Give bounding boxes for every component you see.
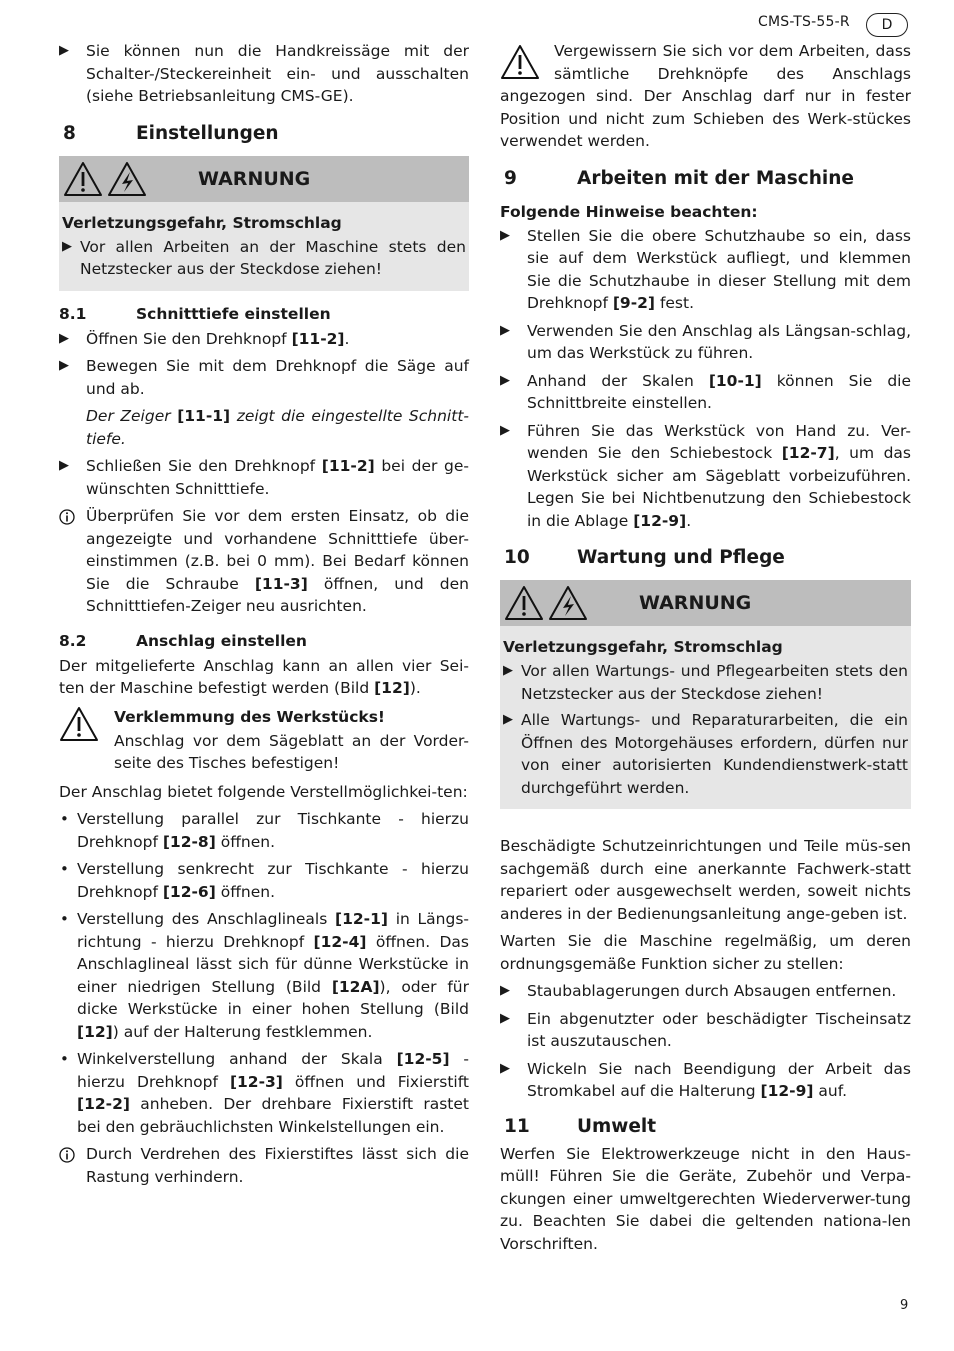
paragraph: Der mitgelieferte Anschlag kann an allen vier Sei-ten der Maschine befestigt werden (Bild [12]). bbox=[59, 656, 469, 697]
caution-text: Anschlag vor dem Sägeblatt an der Vorder-seite des Tisches befestigen! bbox=[114, 731, 469, 772]
warning-triangle-icon bbox=[59, 706, 99, 742]
list-item: ▶ Sie können nun die Handkreissäge mit der Schalter-/Steckereinheit ein- und ausschalten (siehe Betriebsanleitung CMS-GE). bbox=[59, 42, 469, 105]
bullet-dot-icon: • bbox=[60, 1050, 69, 1068]
paragraph: Werfen Sie Elektrowerkzeuge nicht in den Haus-müll! Führen Sie die Geräte, Zubehör und Verpa-ckungen einer umweltgerechten Wiederverwer-tung zu. Beachten Sie dabei die geltenden nationa-len Vorschriften. bbox=[500, 1144, 911, 1253]
bullet-dot-icon: • bbox=[60, 910, 69, 928]
warning-bar bbox=[59, 156, 469, 202]
triangle-bullet-icon: ▶ bbox=[59, 330, 69, 346]
pointer-note: Der Zeiger [11-1] zeigt die eingestellte Schnitt-tiefe. bbox=[86, 407, 469, 448]
warning-item: ▶ Vor allen Arbeiten an der Maschine stets den Netzstecker aus der Steckdose ziehen! bbox=[62, 237, 466, 278]
list-item: ▶ Ein abgenutzter oder beschädigter Tischeinsatz ist auszutauschen. bbox=[500, 1009, 911, 1050]
electric-shock-icon bbox=[548, 585, 588, 621]
list-item: ▶ Schließen Sie den Drehknopf [11-2] bei der ge-wünschten Schnitttiefe. bbox=[59, 457, 469, 498]
list-item: ▶ Wickeln Sie nach Beendigung der Arbeit das Stromkabel auf die Halterung [12-9] auf. bbox=[500, 1059, 911, 1100]
list-item: • Verstellung des Anschlaglineals [12-1] in Längs-richtung - hierzu Drehknopf [12-4] öffnen. Das Anschlaglineal lässt sich für dünne Werkstücke in einer niedrigen Stellung (Bild [12A]), oder für dicke Werkstücke in einer hohen Stellung (Bild [12]) auf der Halterung festklemmen. bbox=[60, 910, 470, 1041]
paragraph: Beschädigte Schutzeinrichtungen und Teile müs-sen sachgemäß durch eine anerkannte Fachwerk-statt repariert oder ausgewechselt werden, soweit nichts anderes in der Bedienungsanleitung ange-geben ist. bbox=[500, 837, 911, 923]
triangle-bullet-icon: ▶ bbox=[500, 372, 510, 388]
section-heading-8-2: 8.2 Anschlag einstellen bbox=[59, 631, 307, 650]
triangle-bullet-icon: ▶ bbox=[59, 358, 69, 373]
list-item: • Verstellung senkrecht zur Tischkante - hierzu Drehknopf [12-6] öffnen. bbox=[60, 860, 469, 901]
warning-triangle-icon bbox=[504, 585, 544, 621]
triangle-bullet-icon: ▶ bbox=[59, 43, 69, 58]
caution-title: Verklemmung des Werkstücks! bbox=[114, 707, 386, 726]
list-item: • Verstellung parallel zur Tischkante - hierzu Drehknopf [12-8] öffnen. bbox=[60, 810, 469, 851]
left-column bbox=[59, 40, 469, 1193]
section-heading-8-1: 8.1 Schnitttiefe einstellen bbox=[59, 304, 331, 323]
warning-bar bbox=[500, 580, 911, 626]
triangle-bullet-icon: ▶ bbox=[503, 712, 513, 727]
list-item: ▶ Bewegen Sie mit dem Drehknopf die Säge auf und ab. bbox=[59, 357, 469, 398]
triangle-bullet-icon: ▶ bbox=[500, 983, 510, 998]
info-note: Überprüfen Sie vor dem ersten Einsatz, ob die angezeigte und vorhandene Schnitttiefe über-einstimmen (z.B. bei 0 mm). Bei Bedarf können Sie die Schraube [11-3] öffnen, und den Schnitttiefen-Zeiger neu ausrichten. bbox=[59, 505, 469, 618]
warning-triangle-icon bbox=[500, 44, 540, 80]
triangle-bullet-icon: ▶ bbox=[500, 322, 510, 338]
triangle-bullet-icon: ▶ bbox=[500, 1060, 510, 1076]
triangle-bullet-icon: ▶ bbox=[500, 227, 510, 243]
paragraph: Der Anschlag bietet folgende Verstellmöglichkei-ten: bbox=[59, 782, 468, 801]
warning-item: ▶ Vor allen Wartungs- und Pflegearbeiten stets den Netzstecker aus der Steckdose ziehen! bbox=[503, 662, 908, 703]
list-item: ▶ Stellen Sie die obere Schutzhaube so ein, dass sie auf dem Werkstück aufliegt, und klemmen Sie die Schutzhaube in dieser Stellung mit dem Drehknopf [9-2] fest. bbox=[500, 226, 911, 312]
language-badge: D bbox=[866, 13, 908, 37]
caution-note bbox=[59, 706, 469, 775]
paragraph: Warten Sie die Maschine regelmäßig, um deren ordnungsgemäße Funktion sicher zu stellen: bbox=[500, 932, 911, 973]
right-column bbox=[500, 40, 911, 1255]
info-icon bbox=[59, 509, 75, 525]
section-heading-8: 8 Einstellungen bbox=[63, 122, 279, 144]
subheading: Folgende Hinweise beachten: bbox=[500, 202, 758, 221]
page-number: 9 bbox=[900, 1298, 909, 1313]
list-item: ▶ Staubablagerungen durch Absaugen entfernen. bbox=[500, 980, 911, 1003]
warning-subtitle: Verletzungsgefahr, Stromschlag bbox=[503, 638, 783, 656]
triangle-bullet-icon: ▶ bbox=[500, 422, 510, 438]
electric-shock-icon bbox=[107, 161, 147, 197]
warning-label: WARNUNG bbox=[198, 167, 311, 190]
caution-note: Vergewissern Sie sich vor dem Arbeiten, dass sämtliche Drehknöpfe des Anschlags angezogen sind. Der Anschlag darf nur in fester Position und nicht zum Schieben des Werk-stückes verwendet werden. bbox=[500, 42, 911, 150]
warning-item: ▶ Alle Wartungs- und Reparaturarbeiten, die ein Öffnen des Motorgehäuses erfordern, dürfen nur von einer autorisierten Kundendienstwerk-statt durchgeführt werden. bbox=[503, 711, 908, 797]
list-item: • Winkelverstellung anhand der Skala [12-5] - hierzu Drehknopf [12-3] öffnen und Fixierstift [12-2] anheben. Der drehbare Fixierstift rastet bei den gebräuchlichsten Winkelstellungen ein. bbox=[60, 1050, 469, 1136]
warning-label: WARNUNG bbox=[639, 592, 752, 614]
triangle-bullet-icon: ▶ bbox=[59, 458, 69, 473]
header-code: CMS-TS-55-R bbox=[758, 14, 850, 30]
warning-triangle-icon bbox=[63, 161, 103, 197]
list-item: ▶ Öffnen Sie den Drehknopf [11-2]. bbox=[59, 328, 469, 351]
warning-box bbox=[59, 156, 469, 291]
info-note: Durch Verdrehen des Fixierstiftes lässt sich die Rastung verhindern. bbox=[59, 1143, 469, 1188]
warning-subtitle: Verletzungsgefahr, Stromschlag bbox=[62, 213, 342, 232]
triangle-bullet-icon: ▶ bbox=[500, 1010, 510, 1026]
bullet-dot-icon: • bbox=[60, 810, 69, 828]
list-item: ▶ Verwenden Sie den Anschlag als Längsan-schlag, um das Werkstück zu führen. bbox=[500, 321, 911, 362]
list-item: ▶ Führen Sie das Werkstück von Hand zu. Ver-wenden Sie den Schiebestock [12-7], um das Werkstück sicher am Sägeblatt vorbeizuführen. Legen Sie bei Nichtbenutzung den Schiebestock in die Ablage [12-9]. bbox=[500, 421, 911, 530]
section-heading-10: 10 Wartung und Pflege bbox=[504, 547, 785, 568]
triangle-bullet-icon: ▶ bbox=[503, 663, 513, 678]
triangle-bullet-icon: ▶ bbox=[62, 238, 72, 254]
warning-box bbox=[500, 580, 911, 809]
bullet-dot-icon: • bbox=[60, 860, 69, 878]
section-heading-11: 11 Umwelt bbox=[504, 1115, 657, 1137]
list-item: ▶ Anhand der Skalen [10-1] können Sie die Schnittbreite einstellen. bbox=[500, 371, 911, 412]
section-heading-9: 9 Arbeiten mit der Maschine bbox=[504, 167, 854, 189]
info-icon bbox=[59, 1147, 75, 1163]
